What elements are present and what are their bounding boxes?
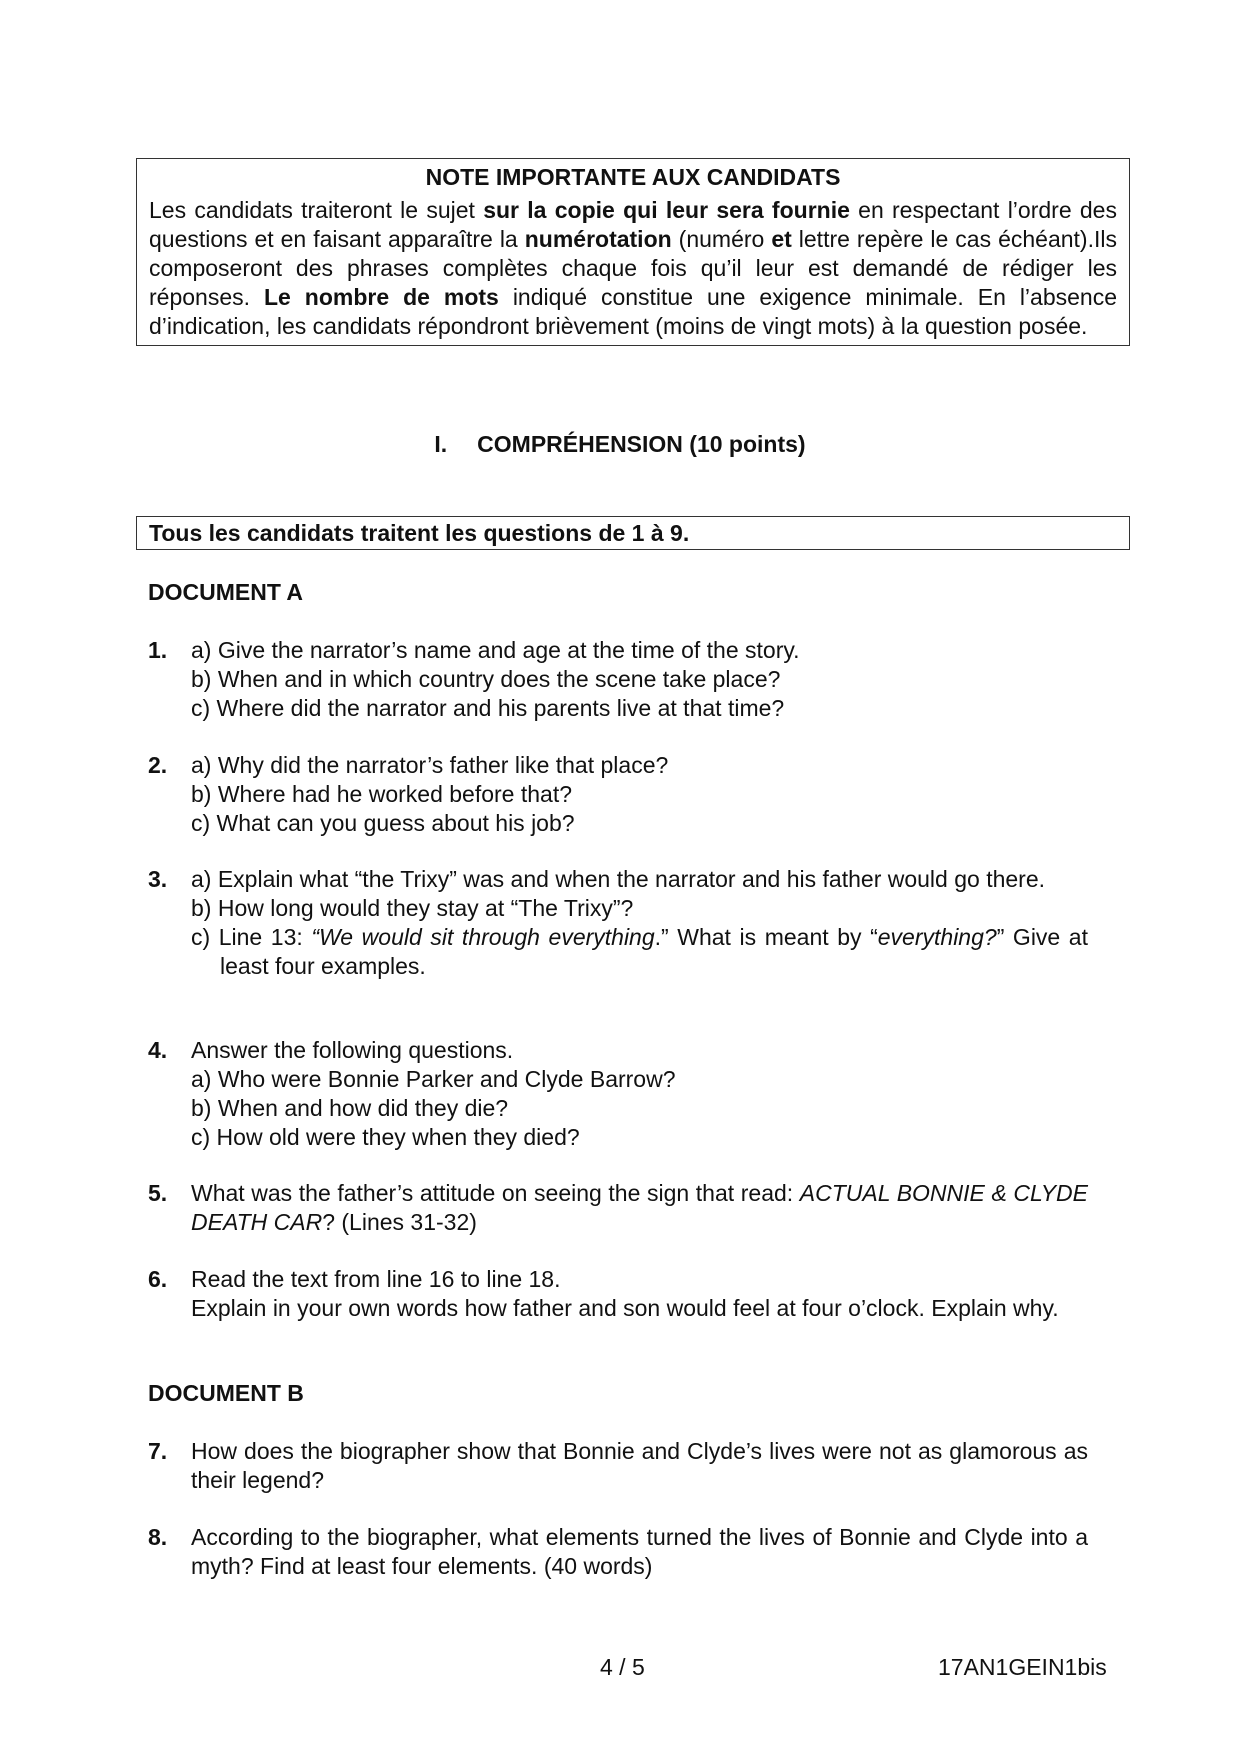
- question-3: [148, 865, 1088, 981]
- note-text-5: indiqué constitue une exigence minimale. En l’absence d’indication, les candidats répondront brièvement (moins de vingt mots) à la question posée.: [149, 284, 1117, 339]
- question-6: [148, 1265, 1088, 1323]
- question-4c: c) How old were they when they died?: [191, 1124, 580, 1150]
- q5-sign-text: ACTUAL BONNIE & CLYDE DEATH CAR: [191, 1180, 1088, 1235]
- note-bold-4: Le nombre de mots: [263, 284, 499, 310]
- question-5: [148, 1179, 1088, 1237]
- section-heading: COMPRÉHENSION (10 points): [477, 431, 806, 457]
- question-5-text: [191, 1179, 1088, 1237]
- section-title: [0, 430, 1240, 459]
- q3c-text-3: ” Give at least four examples.: [220, 924, 1088, 979]
- question-number: 6.: [148, 1266, 168, 1292]
- question-2: [148, 751, 1088, 838]
- q5-text-1: What was the father’s attitude on seeing the sign that read:: [191, 1180, 800, 1206]
- question-number: 2.: [148, 752, 168, 778]
- question-3c: [191, 923, 1088, 981]
- question-2a: a) Why did the narrator’s father like that place?: [191, 752, 669, 778]
- question-number: 5.: [148, 1180, 168, 1206]
- question-4a: a) Who were Bonnie Parker and Clyde Barrow?: [191, 1066, 676, 1092]
- document-a-label: DOCUMENT A: [148, 579, 304, 605]
- note-text-2: en respectant l’ordre des questions et en faisant apparaître la: [149, 197, 1117, 252]
- q3c-italic-word: everything?: [877, 924, 997, 950]
- q3c-text-1: c) Line 13:: [191, 924, 312, 950]
- question-number: 4.: [148, 1037, 168, 1063]
- question-7: [148, 1437, 1088, 1495]
- note-body: [149, 196, 1117, 341]
- question-8: [148, 1523, 1088, 1581]
- document-b-label: DOCUMENT B: [148, 1380, 304, 1406]
- question-2b: b) Where had he worked before that?: [191, 781, 573, 807]
- question-4-intro: Answer the following questions.: [191, 1037, 514, 1063]
- important-note-box: [136, 158, 1130, 346]
- question-1a: a) Give the narrator’s name and age at the time of the story.: [191, 637, 800, 663]
- question-4b: b) When and how did they die?: [191, 1095, 509, 1121]
- question-8-text: According to the biographer, what elements turned the lives of Bonnie and Clyde into a myth? Find at least four elements. (40 words): [191, 1524, 1088, 1579]
- question-number: 8.: [148, 1524, 168, 1550]
- note-title: NOTE IMPORTANTE AUX CANDIDATS: [425, 164, 841, 190]
- question-number: 3.: [148, 866, 168, 892]
- question-number: 1.: [148, 637, 168, 663]
- question-6-line-1: Read the text from line 16 to line 18.: [191, 1266, 561, 1292]
- note-text-3: (numéro: [671, 226, 772, 252]
- question-6-line-2: Explain in your own words how father and son would feel at four o’clock. Explain why.: [191, 1295, 1059, 1321]
- question-7-text: How does the biographer show that Bonnie and Clyde’s lives were not as glamorous as their legend?: [191, 1438, 1088, 1493]
- page-number: 4 / 5: [600, 1654, 645, 1680]
- question-3b: b) How long would they stay at “The Trixy”?: [191, 895, 634, 921]
- q3c-text-2: .” What is meant by “: [654, 924, 878, 950]
- question-1: [148, 636, 1088, 723]
- note-bold-1: sur la copie qui leur sera fournie: [483, 197, 850, 223]
- q3c-quote: “We would sit through everything: [311, 924, 655, 950]
- document-code: 17AN1GEIN1bis: [938, 1654, 1107, 1680]
- note-text-4: lettre repère le cas échéant).Ils composeront des phrases complètes chaque fois qu’il leur est demandé de rédiger les réponses.: [149, 226, 1117, 310]
- note-text-1: Les candidats traiteront le sujet: [149, 197, 484, 223]
- question-3a: a) Explain what “the Trixy” was and when the narrator and his father would go there.: [191, 866, 1046, 892]
- question-number: 7.: [148, 1438, 168, 1464]
- question-1b: b) When and in which country does the scene take place?: [191, 666, 781, 692]
- section-number: I.: [434, 431, 448, 457]
- question-4: [148, 1036, 1088, 1152]
- note-bold-3: et: [771, 226, 792, 252]
- question-2c: c) What can you guess about his job?: [191, 810, 575, 836]
- note-bold-2: numérotation: [524, 226, 672, 252]
- instruction-box: Tous les candidats traitent les questions de 1 à 9.: [136, 516, 1130, 550]
- q5-text-2: ? (Lines 31-32): [322, 1209, 477, 1235]
- question-1c: c) Where did the narrator and his parents live at that time?: [191, 695, 785, 721]
